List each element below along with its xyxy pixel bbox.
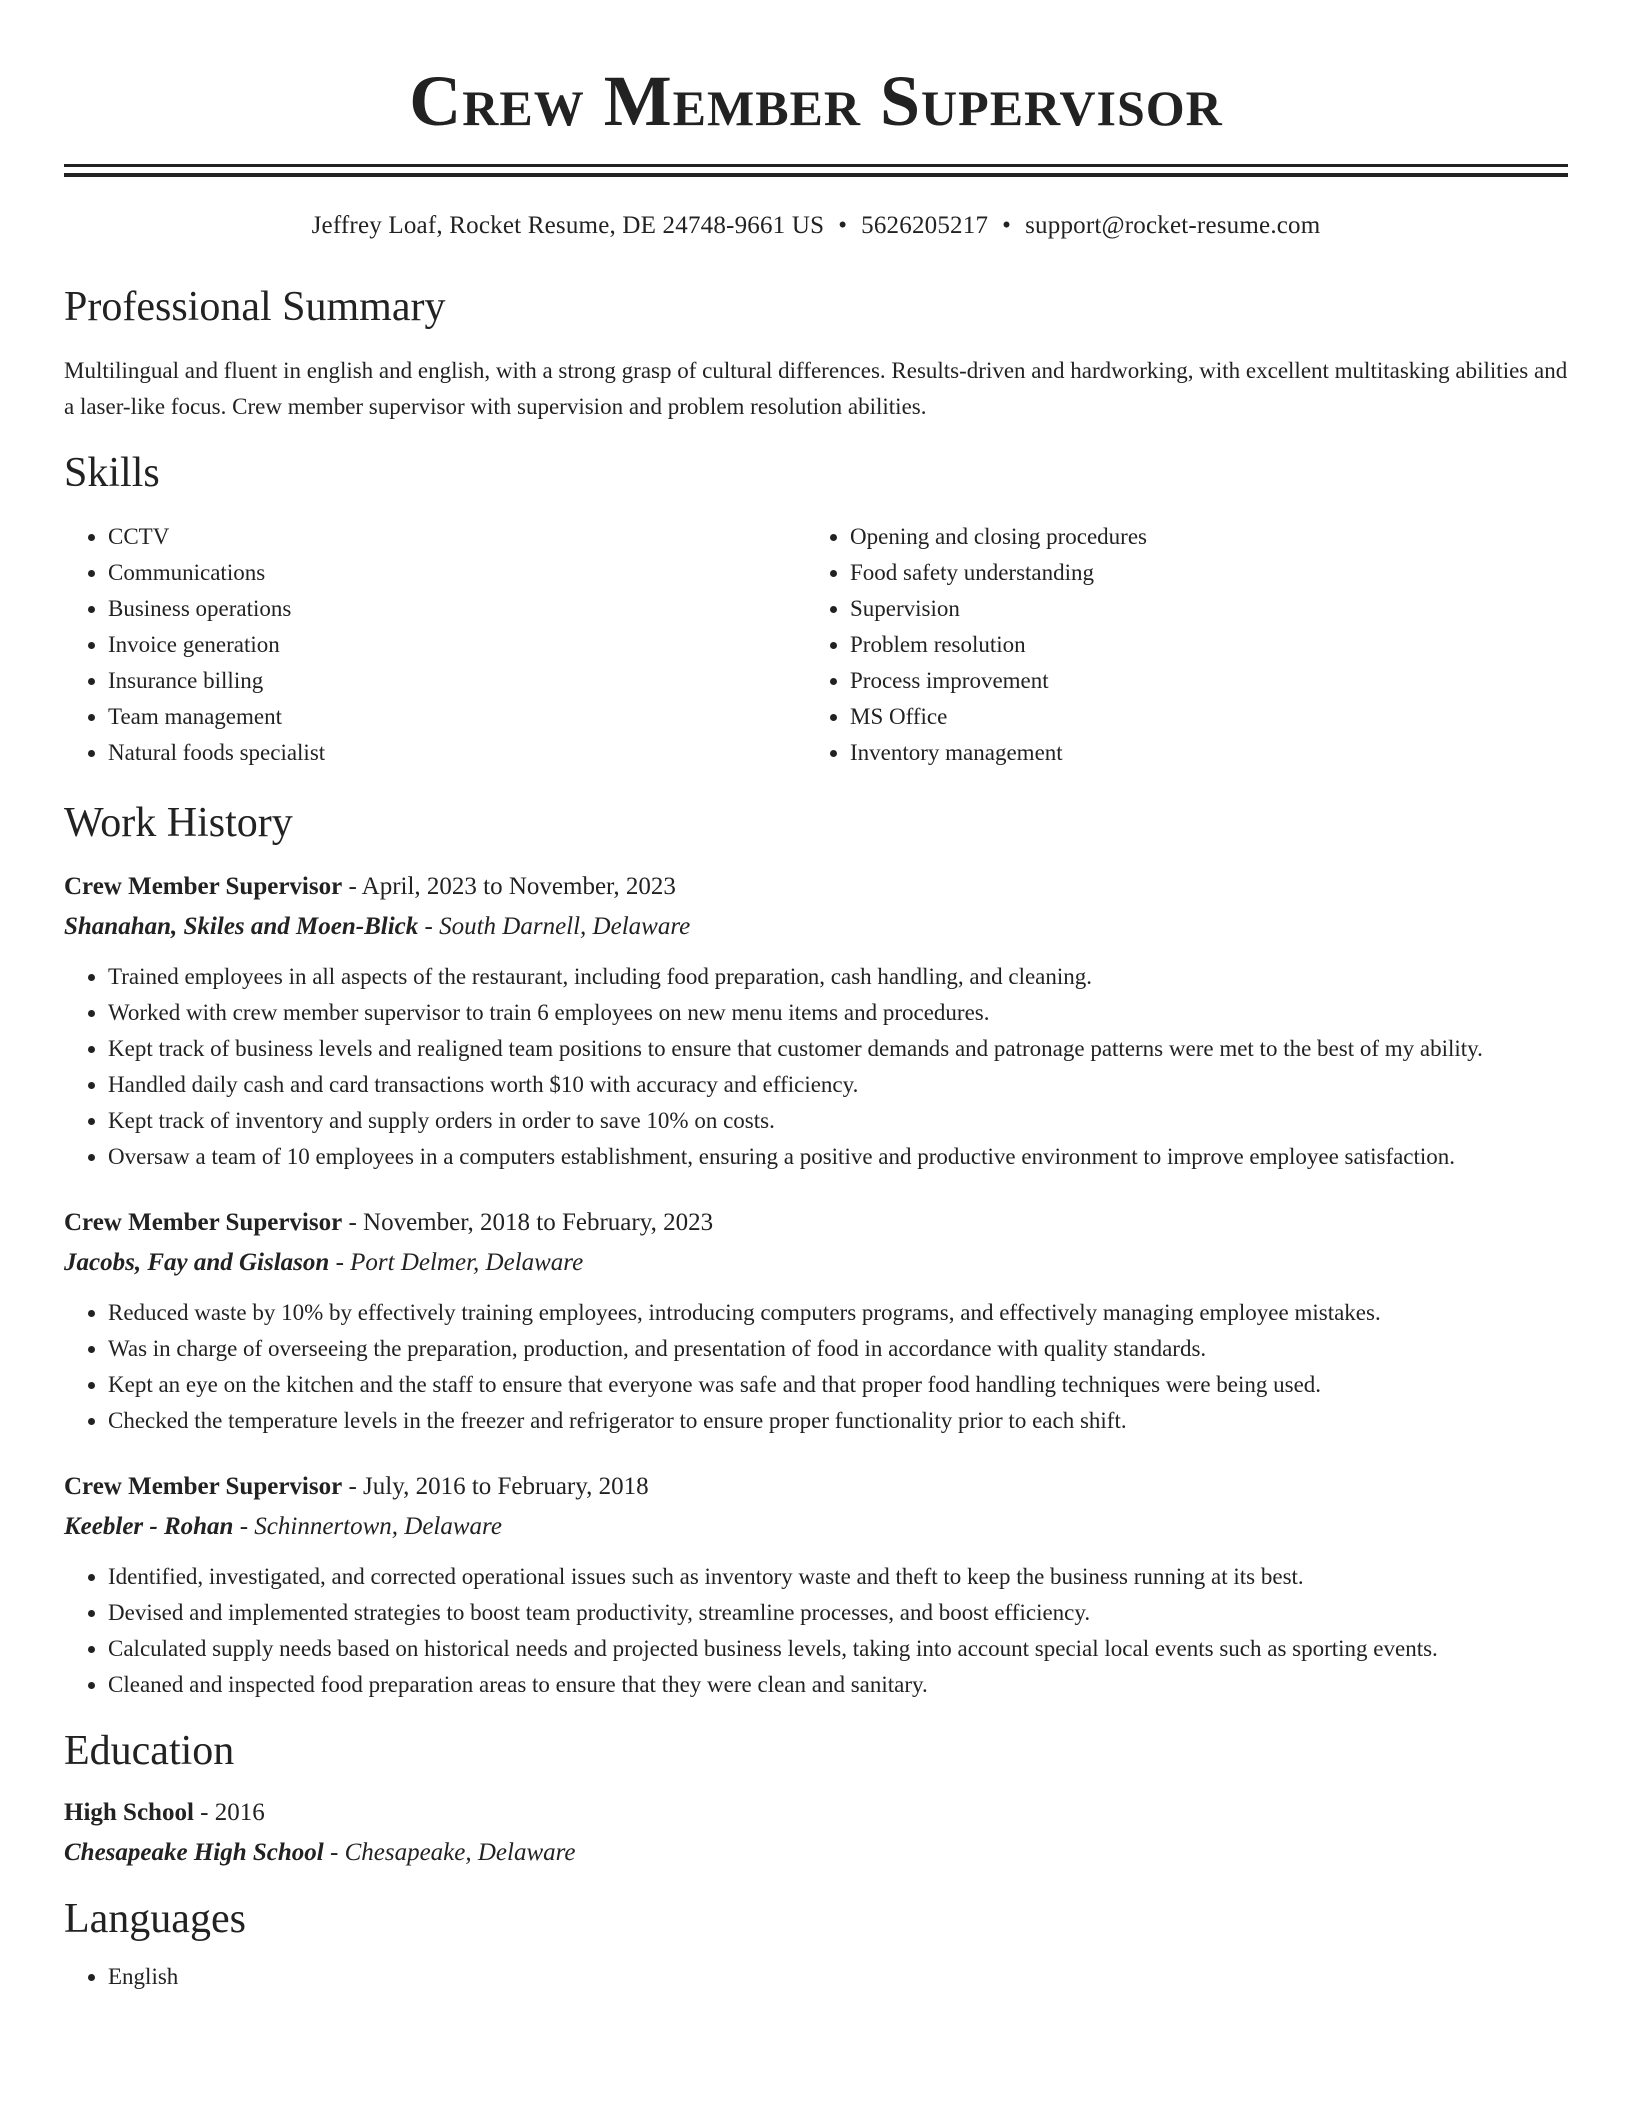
skill-item: • Natural foods specialist xyxy=(108,735,806,771)
skill-item: • Food safety understanding xyxy=(850,555,1548,591)
job-entry xyxy=(64,1469,1568,1703)
skill-item: • Inventory management xyxy=(850,735,1548,771)
job-entry xyxy=(64,1205,1568,1439)
job-duties xyxy=(64,1295,1568,1439)
skills-heading: Skills xyxy=(64,450,160,496)
divider-line-bottom xyxy=(64,173,1568,177)
skill-item: • Invoice generation xyxy=(108,627,806,663)
job-employer xyxy=(64,1245,1568,1281)
skill-item: • Business operations xyxy=(108,591,806,627)
work-history-heading: Work History xyxy=(64,800,293,846)
job-dates: - November, 2018 to February, 2023 xyxy=(342,1209,714,1236)
languages-heading: Languages xyxy=(64,1896,246,1942)
job-duty: • Kept track of business levels and realigned team positions to ensure that customer demands and patronage patterns were met to the best of my ability. xyxy=(108,1031,1568,1067)
education-school: Chesapeake High School xyxy=(64,1839,324,1866)
skill-item: • Process improvement xyxy=(850,663,1548,699)
skill-item: • Team management xyxy=(108,699,806,735)
job-duty: • Cleaned and inspected food preparation areas to ensure that they were clean and sanitary. xyxy=(108,1667,1568,1703)
education-degree: High School xyxy=(64,1799,194,1826)
title-divider xyxy=(64,164,1568,177)
job-duty: • Oversaw a team of 10 employees in a computers establishment, ensuring a positive and productive environment to improve employee satisfaction. xyxy=(108,1139,1568,1175)
contact-line xyxy=(64,209,1568,243)
job-role: Crew Member Supervisor xyxy=(64,1473,343,1500)
job-company: Shanahan, Skiles and Moen-Blick xyxy=(64,913,419,940)
job-employer xyxy=(64,909,1568,945)
skills-list xyxy=(64,519,1568,771)
skill-item: • CCTV xyxy=(108,519,806,555)
job-employer xyxy=(64,1509,1568,1545)
job-dates: - April, 2023 to November, 2023 xyxy=(342,873,676,900)
job-duty: • Worked with crew member supervisor to train 6 employees on new menu items and procedures. xyxy=(108,995,1568,1031)
job-location: - Schinnertown, Delaware xyxy=(233,1513,502,1540)
job-duty: • Handled daily cash and card transactions worth $10 with accuracy and efficiency. xyxy=(108,1067,1568,1103)
job-header xyxy=(64,1469,1568,1505)
contact-separator: • xyxy=(1002,212,1012,239)
job-location: - Port Delmer, Delaware xyxy=(329,1249,584,1276)
job-duty: • Checked the temperature levels in the freezer and refrigerator to ensure proper functionality prior to each shift. xyxy=(108,1403,1568,1439)
contact-address: Jeffrey Loaf, Rocket Resume, DE 24748-9661 US xyxy=(311,212,825,239)
skill-item: • Communications xyxy=(108,555,806,591)
job-location: - South Darnell, Delaware xyxy=(418,913,691,940)
job-duties xyxy=(64,1559,1568,1703)
job-dates: - July, 2016 to February, 2018 xyxy=(342,1473,649,1500)
languages-list xyxy=(64,1959,1568,1995)
job-duty: • Identified, investigated, and corrected operational issues such as inventory waste and theft to keep the business running at its best. xyxy=(108,1559,1568,1595)
contact-phone: 5626205217 xyxy=(861,212,989,239)
job-company: Jacobs, Fay and Gislason xyxy=(64,1249,330,1276)
job-entry xyxy=(64,869,1568,1175)
contact-separator: • xyxy=(838,212,848,239)
education-institution xyxy=(64,1835,1568,1871)
job-role: Crew Member Supervisor xyxy=(64,1209,343,1236)
resume-title: Crew Member Supervisor xyxy=(409,61,1223,141)
divider-line-top xyxy=(64,164,1568,167)
job-header xyxy=(64,869,1568,905)
education-header xyxy=(64,1795,1568,1831)
job-role: Crew Member Supervisor xyxy=(64,873,343,900)
skill-item: • Insurance billing xyxy=(108,663,806,699)
skill-item: • MS Office xyxy=(850,699,1548,735)
job-duty: • Was in charge of overseeing the preparation, production, and presentation of food in accordance with quality standards. xyxy=(108,1331,1568,1367)
job-duty: • Kept an eye on the kitchen and the staff to ensure that everyone was safe and that proper food handling techniques were being used. xyxy=(108,1367,1568,1403)
job-duty: • Devised and implemented strategies to boost team productivity, streamline processes, and boost efficiency. xyxy=(108,1595,1568,1631)
job-header xyxy=(64,1205,1568,1241)
skill-item: • Problem resolution xyxy=(850,627,1548,663)
education-heading: Education xyxy=(64,1728,235,1774)
job-duty: • Kept track of inventory and supply orders in order to save 10% on costs. xyxy=(108,1103,1568,1139)
education-location: - Chesapeake, Delaware xyxy=(323,1839,576,1866)
education-entry xyxy=(64,1795,1568,1871)
skill-item: • Supervision xyxy=(850,591,1548,627)
skill-item: • Opening and closing procedures xyxy=(850,519,1548,555)
language-item: • English xyxy=(108,1959,1568,1995)
job-duties xyxy=(64,959,1568,1175)
skills-column-right xyxy=(806,519,1548,771)
contact-email: support@rocket-resume.com xyxy=(1025,212,1321,239)
summary-text: Multilingual and fluent in english and english, with a strong grasp of cultural differences. Results-driven and hardworking, with excellent multitasking abilities and a laser-like focus. Crew member supervisor with supervision and problem resolution abilities. xyxy=(64,358,1568,419)
resume-page xyxy=(64,0,1568,1995)
education-year: - 2016 xyxy=(193,1799,265,1826)
job-duty: • Reduced waste by 10% by effectively training employees, introducing computers programs, and effectively managing employee mistakes. xyxy=(108,1295,1568,1331)
job-duty: • Calculated supply needs based on historical needs and projected business levels, taking into account special local events such as sporting events. xyxy=(108,1631,1568,1667)
skills-column-left xyxy=(64,519,806,771)
summary-heading: Professional Summary xyxy=(64,284,446,330)
job-duty: • Trained employees in all aspects of the restaurant, including food preparation, cash handling, and cleaning. xyxy=(108,959,1568,995)
job-company: Keebler - Rohan xyxy=(64,1513,234,1540)
